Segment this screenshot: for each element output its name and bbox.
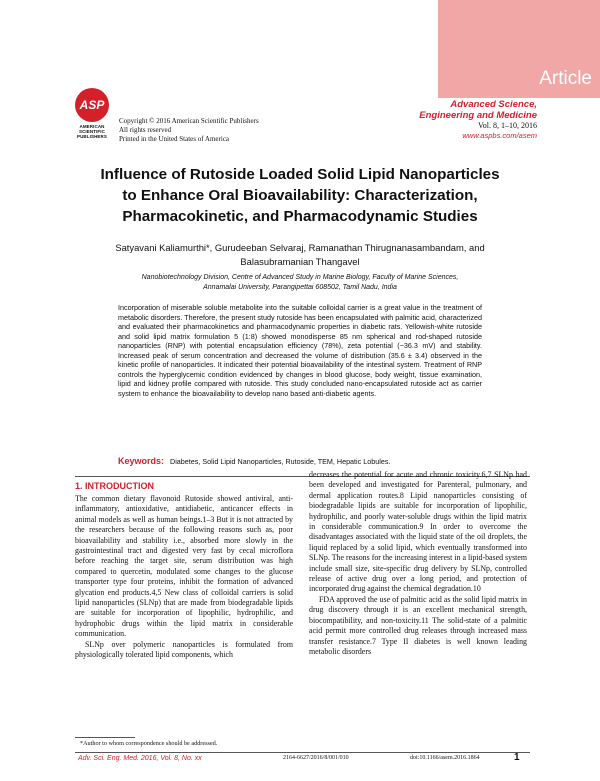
page-number: 1: [514, 752, 520, 763]
body-paragraph: FDA approved the use of palmitic acid as the solid lipid matrix in drug discovery through it is an excellent mechanical strength, biocompatibility, and non-toxicity.11 The solid-state of a palmitic acid permit more controlled drug releases through increased mass transfer resistance.7 Type II diabetes is well known leading metabolic disorders: [309, 594, 527, 656]
article-type-tab: [438, 0, 600, 98]
keywords-label: Keywords:: [118, 456, 165, 466]
copyright-line: Copyright © 2016 American Scientific Publishers: [119, 117, 259, 125]
publisher-logo: [72, 88, 112, 140]
title-line: Pharmacokinetic, and Pharmacodynamic Studies: [122, 208, 478, 225]
footnote-divider: [75, 737, 135, 738]
authors-line: Balasubramanian Thangavel: [240, 256, 360, 267]
journal-volume: Vol. 8, 1–10, 2016: [478, 121, 537, 130]
journal-info: [419, 99, 537, 140]
authors-line: Satyavani Kaliamurthi*, Gurudeeban Selvaraj, Ramanathan Thirugnanasambandam, and: [115, 242, 485, 253]
journal-name-line1: Advanced Science,: [450, 99, 537, 110]
title-line: to Enhance Oral Bioavailability: Characterization,: [122, 187, 478, 204]
section-heading: 1. INTRODUCTION: [75, 481, 155, 491]
abstract: Incorporation of miserable soluble metabolite into the suitable colloidal carrier is a great value in the treatment of metabolic disorders. Therefore, the present study rutoside has been encapsulated with palmitic acid, characterized and evaluated their pharmacokinetics and pharmacodynamic properties in diabetic rats. Yellowish-white rutoside and solid lipid matrix formulation 5 (1:8) showed monodisperse 85 nm spherical and rod-shaped rutoside nanoparticles (RNP) with potential encapsulation efficiency (78%), zeta potential (−36.3 mV) and stability. Increased peak of serum concentration and decreased the volume of distribution (35.6 ± 3.4) observed in the kinetic profile of nanoparticles. It indicated their potential bioavailability of the intestinal system. Treatment of RNP controls the hyperglycemic condition evidenced by changes in blood glucose, body weight, tissue examination, lipid and kidney profile compared with rutoside. This study concluded nano-encapsulated rutoside act as carrier system to enhance the bioavailability to develop nano based anti-diabetic agents.: [118, 303, 482, 398]
footnote: *Author to whom correspondence should be addressed.: [80, 740, 218, 747]
footer-divider: [75, 752, 530, 753]
body-paragraph: SLNp over polymeric nanoparticles is formulated from physiologically tolerated lipid components, which: [75, 639, 293, 660]
keywords: [118, 456, 498, 466]
right-column: [309, 470, 527, 657]
logo-disc: [75, 88, 109, 122]
affiliation-line: Nanobiotechnology Division, Centre of Advanced Study in Marine Biology, Faculty of Marine Sciences,: [141, 274, 459, 281]
journal-url[interactable]: www.aspbs.com/asem: [462, 131, 537, 140]
title-line: Influence of Rutoside Loaded Solid Lipid Nanoparticles: [100, 166, 500, 183]
paper-title: [60, 164, 540, 227]
affiliation-line: Annamalai University, Parangipettai 608502, Tamil Nadu, India: [203, 283, 397, 291]
footer-doi[interactable]: doi:10.1166/asem.2016.1864: [410, 755, 480, 761]
logo-text: ASP: [79, 98, 105, 112]
article-type-label: Article: [539, 68, 592, 89]
footer-issn: 2164-6627/2016/8/001/010: [283, 755, 349, 761]
footer-journal-citation: Adv. Sci. Eng. Med. 2016, Vol. 8, No. xx: [78, 755, 202, 762]
keywords-list: Diabetes, Solid Lipid Nanoparticles, Rutoside, TEM, Hepatic Lobules.: [170, 457, 391, 466]
copyright-block: [119, 117, 259, 144]
author-list: [60, 241, 540, 269]
left-column: [75, 480, 293, 661]
affiliation: [60, 273, 540, 292]
journal-name-line2: Engineering and Medicine: [419, 110, 537, 121]
copyright-line: Printed in the United States of America: [119, 135, 230, 143]
body-paragraph: The common dietary flavonoid Rutoside showed antiviral, anti-inflammatory, antioxidative, antidiabetic, anticancer effects in animal models as well as human beings.1–3 But it is not attracted by the researchers because of the following reasons such as, poor bioavailability and stability i.e., absorbed more slowly in the gastrointestinal tract and digested very fast by cecal microflora before reaching the target site, serum distribution was high compared to quercetin, modulated some changes to the glucose transporter type four proteins, inhibit the formation of advanced glycation end products.4,5 New class of colloidal carriers is solid lipid nanoparticles (SLNp) that are made from biodegradable lipids are suitable for incorporation of lipophilic, hydrophilic, and hydrophobic drugs within the lipid matrix in considerable communication.: [75, 494, 293, 639]
copyright-line: All rights reserved: [119, 126, 172, 134]
logo-publisher-name: AMERICAN SCIENTIFIC PUBLISHERS: [76, 124, 107, 140]
body-paragraph: decreases the potential for acute and chronic toxicity.6,7 SLNp had been developed and investigated for Parenteral, pulmonary, and dermal application routes.8 Lipid nanoparticles consisting of biodegradable lipids are suitable for incorporation of lipophilic, hydrophilic, and poorly water-soluble drugs within the lipid matrix in considerable communication.9 In order to overcome the disadvantages associated with the liquid state of the oil droplets, the liquid replaced by a solid lipid, which eventually transformed into SLNp. The reasons for the increasing interest in a lipid-based system include small size, site-specific drug delivery by SLNp, controlled release of active drug over a long period, and protection of incorporated drug against the chemical degradation.10: [309, 470, 527, 594]
